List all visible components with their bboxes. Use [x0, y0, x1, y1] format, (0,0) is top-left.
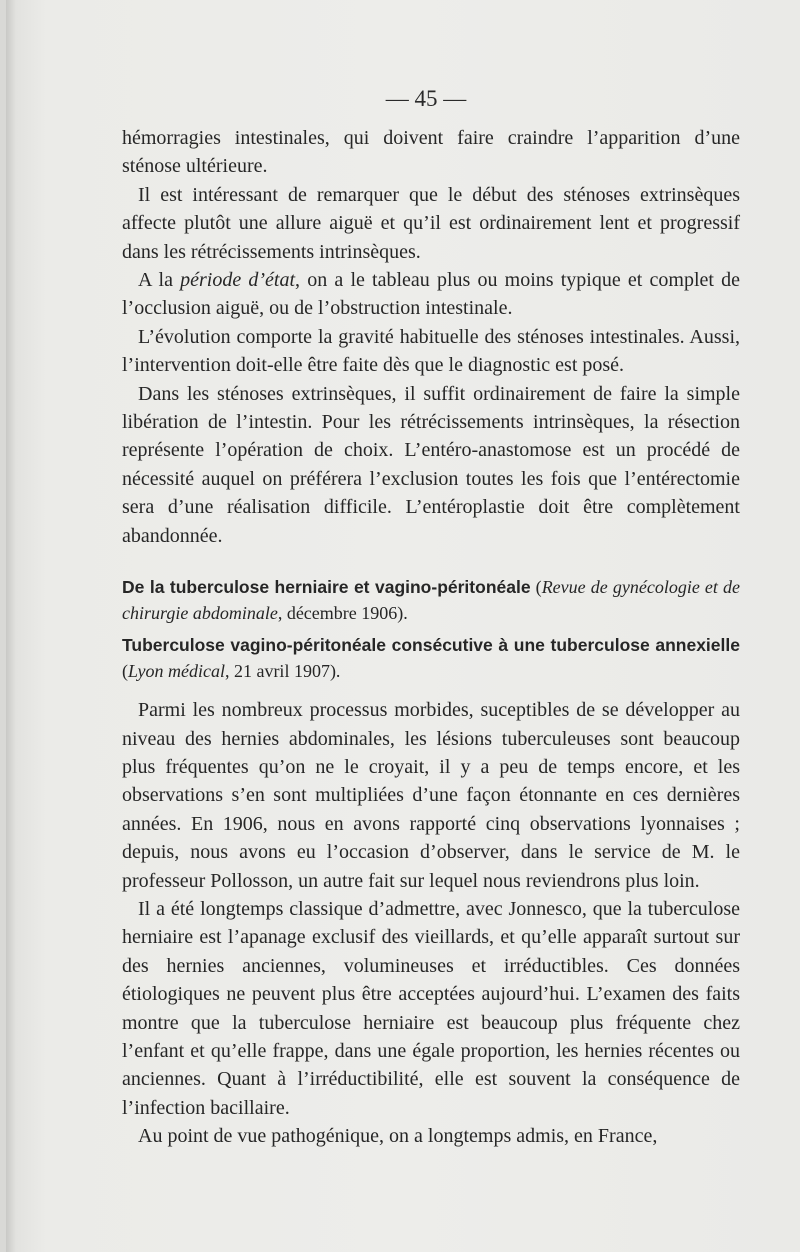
reference-date: , 21 avril 1907).	[224, 661, 341, 682]
reference-open-paren: (	[122, 661, 128, 682]
paragraph-hernia-lesions: Parmi les nombreux processus morbides, suceptibles de se développer au niveau des hernies abdominales, les lésions tuberculeuses sont beaucoup plus fréquentes qu’on ne le croyait, il y a peu de temps encore, et les observations s’en sont multipliées d’une façon étonnante en ces dernières années. En 1906, nous en avons rapporté cinq observations lyonnaises ; depuis, nous avons eu l’occasion d’observer, dans le service de M. le professeur Pollosson, un autre fait sur lequel nous reviendrons plus loin.	[122, 699, 740, 892]
paragraph-jonnesco: Il a été longtemps classique d’admettre, avec Jonnesco, que la tuberculose herniaire est l’apanage exclusif des vieillards, et qu’elle apparaît surtout sur des hernies anciennes, volumineuses et irréductibles. Ces données étiologiques ne peuvent plus être acceptées aujourd’hui. L’examen des faits montre que la tuberculose herniaire est beaucoup plus fréquente chez l’enfant et qu’elle frappe, dans une égale proportion, les hernies récentes ou anciennes. Quant à l’irréductibilité, elle est souvent la conséquence de l’infection bacillaire.	[122, 897, 740, 1119]
paragraph-evolution: L’évolution comporte la gravité habituelle des sténoses intestinales. Aussi, l’intervention doit-elle être faite dès que le diagnostic est posé.	[122, 325, 740, 377]
reference-title: De la tuberculose herniaire et vagino-péritonéale	[122, 577, 531, 598]
paragraph-continuation: hémorragies intestinales, qui doivent faire craindre l’apparition d’une sténose ultérieure.	[122, 127, 740, 178]
reference-title: Tuberculose vagino-péritonéale consécutive à une tuberculose annexielle	[122, 635, 740, 656]
paragraph-period-state	[122, 266, 740, 323]
period-state-term: période d’état	[180, 269, 296, 292]
paragraph-onset: Il est intéressant de remarquer que le début des sténoses extrinsèques affecte plutôt une allure aiguë et qu’il est ordinairement lent et progressif dans les rétrécissements intrinsèques.	[122, 183, 740, 263]
paragraph-treatment: Dans les sténoses extrinsèques, il suffit ordinairement de faire la simple libération de l’intestin. Pour les rétrécissements intrinsèques, la résection représente l’opération de choix. L’entéro-anastomose est un procédé de nécessité auquel on préférera l’exclusion toutes les fois que l’entérectomie sera d’une réalisation difficile. L’entéroplastie doit être complètement abandonnée.	[122, 382, 740, 547]
reference-open-paren: (	[530, 577, 542, 598]
reference-item	[122, 632, 740, 684]
reference-journal: Lyon médical	[128, 661, 225, 682]
book-page	[6, 0, 800, 1252]
period-state-rest: , on a le tableau plus ou moins typique et complet de l’occlusion aiguë, ou de l’obstruction intestinale.	[122, 269, 740, 320]
reference-journal: Revue de gynécologie et de chirurgie abdominale	[122, 577, 741, 624]
page-body	[122, 124, 740, 1151]
period-state-lead: A la	[138, 269, 181, 292]
reference-item	[122, 574, 740, 626]
paragraph-pathogenesis: Au point de vue pathogénique, on a longtemps admis, en France,	[138, 1125, 658, 1148]
page-number: — 45 —	[385, 86, 467, 111]
reference-date: , décembre 1906).	[277, 603, 408, 624]
